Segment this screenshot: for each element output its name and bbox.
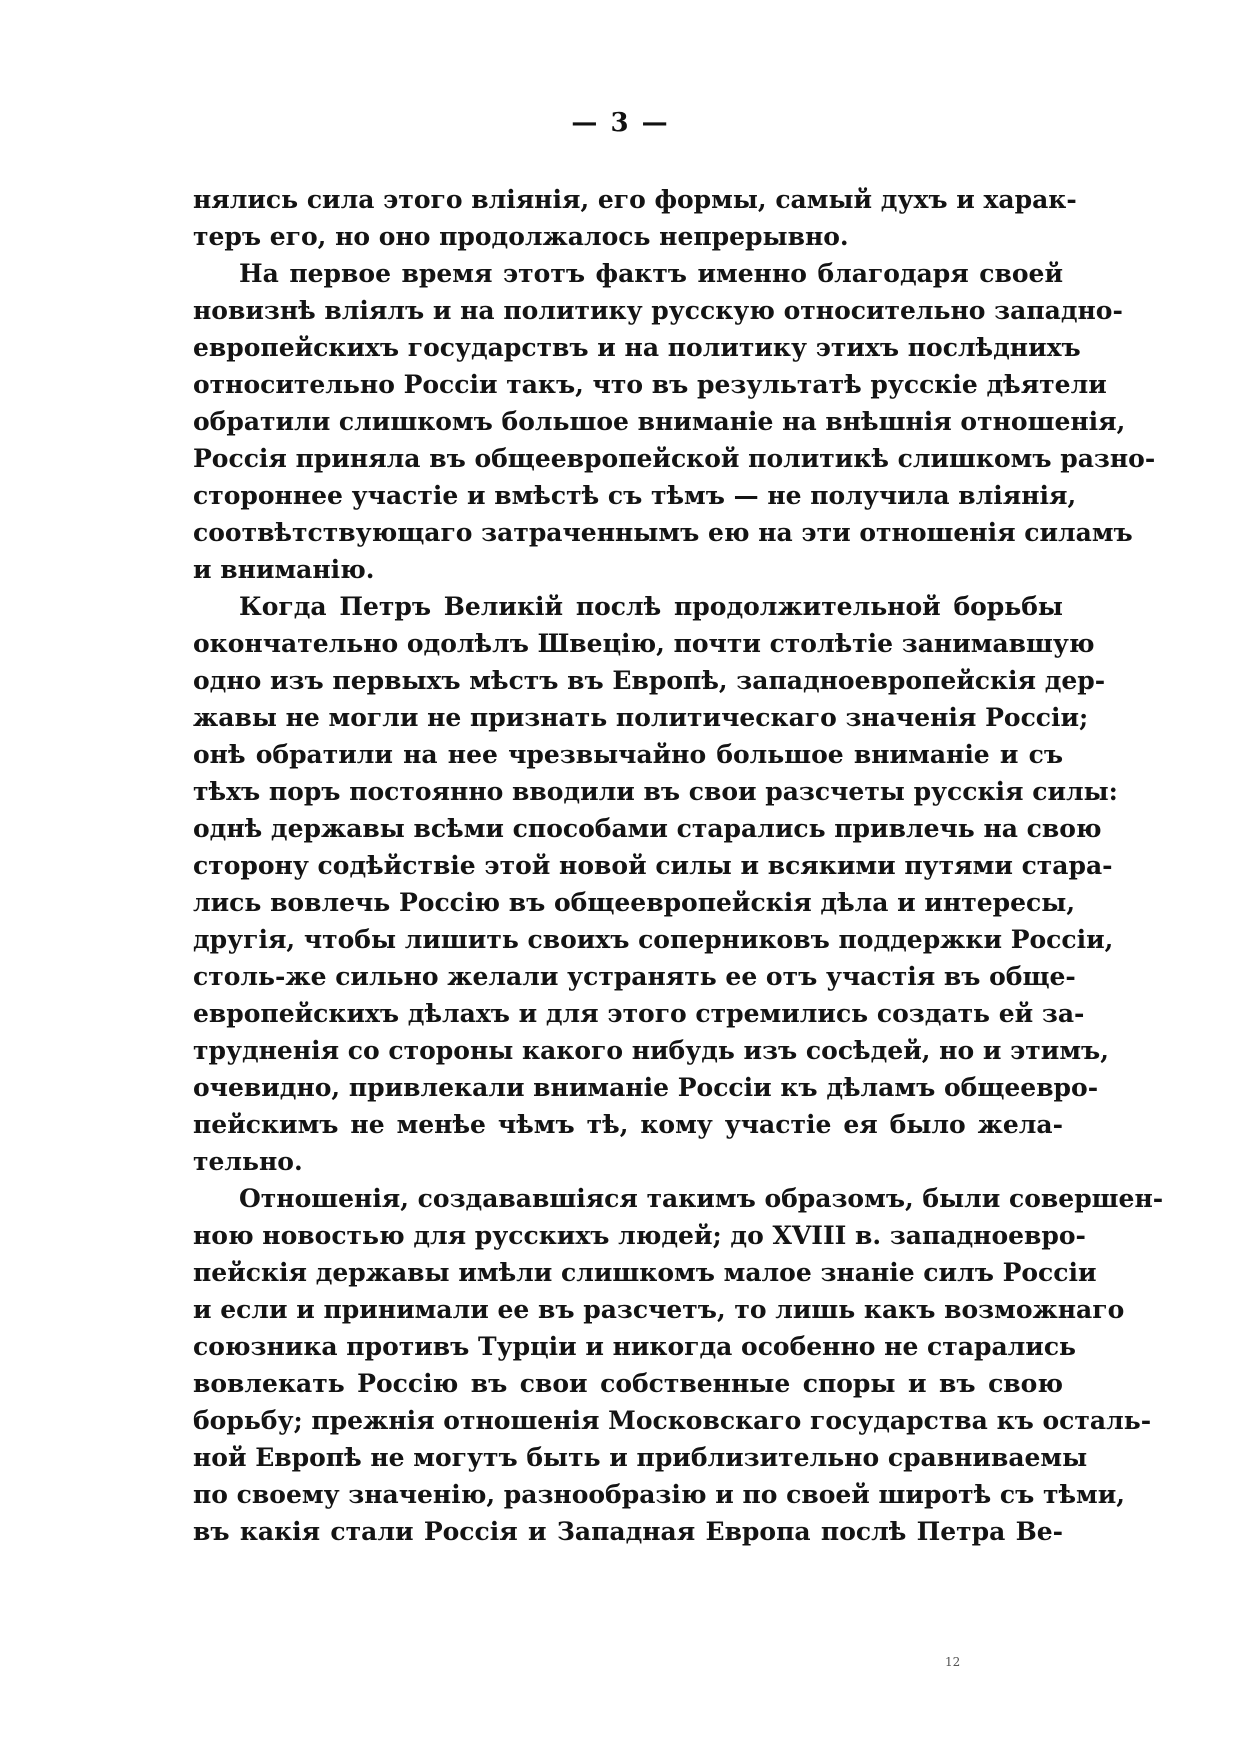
text-line: соотвѣтствующаго затраченнымъ ею на эти отношенія силамъ — [193, 518, 1133, 547]
text-line: окончательно одолѣлъ Швецію, почти столѣтіе занимавшую — [193, 629, 1095, 658]
text-line: очевидно, привлекали вниманіе Россіи къ дѣламъ общеевро- — [193, 1073, 1099, 1102]
text-line: обратили слишкомъ большое вниманіе на внѣшнія отношенія, — [193, 407, 1126, 436]
text-line: тѣхъ поръ постоянно вводили въ свои разсчеты русскія силы: — [193, 777, 1118, 806]
text-line: по своему значенію, разнообразію и по своей широтѣ съ тѣми, — [193, 1480, 1126, 1509]
text-line: новизнѣ вліялъ и на политику русскую относительно западно- — [193, 296, 1123, 325]
text-line: жавы не могли не признать политическаго значенія Россіи; — [193, 703, 1089, 732]
paragraph-start-line: Отношенія, создававшіяся такимъ образомъ, были совершен- — [239, 1184, 1164, 1213]
text-line: сторону содѣйствіе этой новой силы и всякими путями стара- — [193, 851, 1113, 880]
text-line: европейскихъ дѣлахъ и для этого стремились создать ей за- — [193, 999, 1085, 1028]
text-line: столь-же сильно желали устранять ее отъ участія въ обще- — [193, 962, 1076, 991]
text-line: нялись сила этого вліянія, его формы, самый духъ и харак- — [193, 185, 1077, 214]
text-line: пейскія державы имѣли слишкомъ малое знаніе силъ Россіи — [193, 1258, 1097, 1287]
text-line: онѣ обратили на нее чрезвычайно большое вниманіе и съ — [193, 740, 1063, 769]
text-line: тельно. — [193, 1147, 303, 1176]
text-line: союзника противъ Турціи и никогда особенно не старались — [193, 1332, 1077, 1361]
text-line: борьбу; прежнія отношенія Московскаго государства къ осталь- — [193, 1406, 1152, 1435]
text-line: однѣ державы всѣми способами старались привлечь на свою — [193, 814, 1102, 843]
text-line: европейскихъ государствъ и на политику этихъ послѣднихъ — [193, 333, 1081, 362]
text-line: ною новостью для русскихъ людей; до XVIII в. западноевро- — [193, 1221, 1086, 1250]
text-line: Россія приняла въ общеевропейской политикѣ слишкомъ разно- — [193, 444, 1156, 473]
body-text — [193, 181, 1164, 1550]
text-line: теръ его, но оно продолжалось непрерывно. — [193, 222, 849, 251]
text-line: другія, чтобы лишить своихъ соперниковъ поддержки Россіи, — [193, 925, 1114, 954]
text-line: относительно Россіи такъ, что въ результатѣ русскіе дѣятели — [193, 370, 1107, 399]
paragraph-start-line: Когда Петръ Великій послѣ продолжительной борьбы — [239, 592, 1063, 621]
page-number: — 3 — — [571, 108, 670, 138]
text-line: лись вовлечь Россію въ общеевропейскія дѣла и интересы, — [193, 888, 1076, 917]
text-line: стороннее участіе и вмѣстѣ съ тѣмъ — не получила вліянія, — [193, 481, 1077, 510]
text-line: пейскимъ не менѣе чѣмъ тѣ, кому участіе ея было жела- — [193, 1110, 1063, 1139]
text-line: ной Европѣ не могутъ быть и приблизительно сравниваемы — [193, 1443, 1088, 1472]
text-line: въ какія стали Россія и Западная Европа послѣ Петра Ве- — [193, 1517, 1063, 1546]
signature-mark: 12 — [945, 1655, 961, 1669]
text-line: и вниманію. — [193, 555, 375, 584]
paragraph-start-line: На первое время этотъ фактъ именно благодаря своей — [239, 259, 1063, 288]
text-line: одно изъ первыхъ мѣстъ въ Европѣ, западноевропейскія дер- — [193, 666, 1106, 695]
text-line: вовлекать Россію въ свои собственные споры и въ свою — [193, 1369, 1063, 1398]
text-line: и если и принимали ее въ разсчетъ, то лишь какъ возможнаго — [193, 1295, 1125, 1324]
text-line: трудненія со стороны какого нибудь изъ сосѣдей, но и этимъ, — [193, 1036, 1109, 1065]
